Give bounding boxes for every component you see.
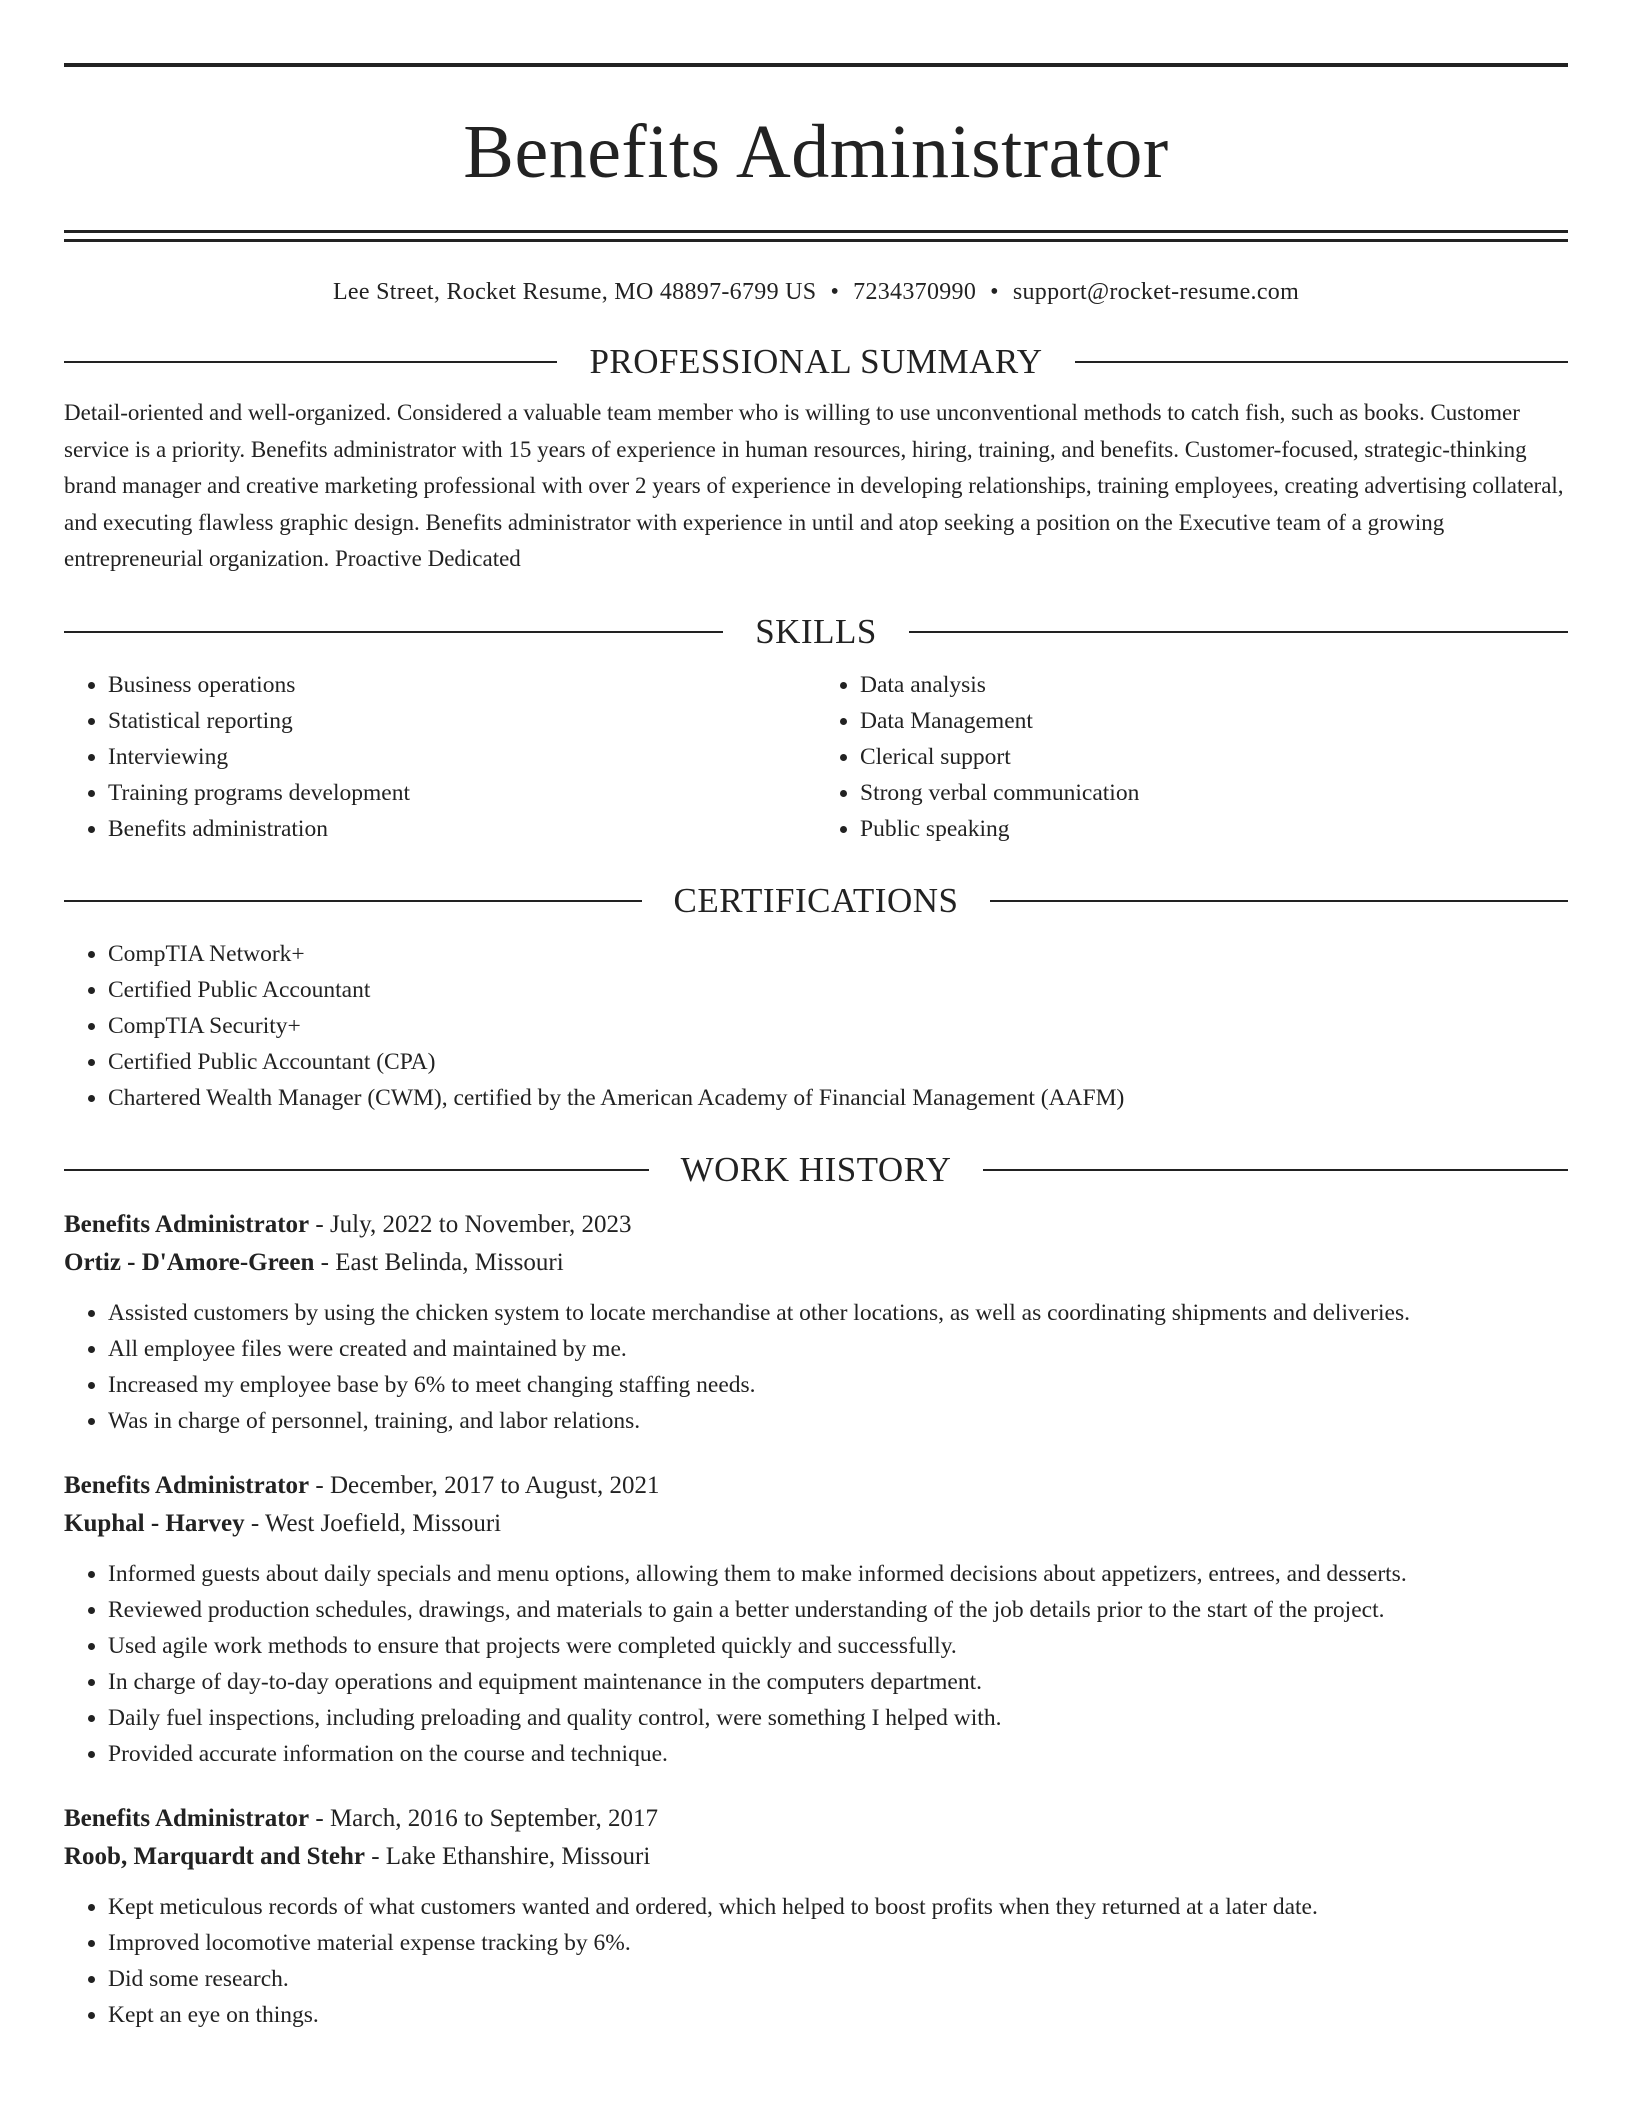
job-bullets [64,1889,1568,2033]
certification-item: • CompTIA Network+ [108,936,1568,972]
certification-item: • Chartered Wealth Manager (CWM), certified by the American Academy of Financial Management (AAFM) [108,1080,1568,1116]
section-heading-summary [64,338,1568,386]
heading-rule-right [909,631,1568,633]
job-location: - West Joefield, Missouri [244,1509,502,1537]
job-bullet: • Kept an eye on things. [108,1997,1568,2033]
skill-item: • Benefits administration [108,811,816,847]
job-dates: - December, 2017 to August, 2021 [309,1471,660,1499]
job-company-line [64,1244,1568,1282]
section-heading-work-history [64,1146,1568,1194]
section-title: SKILLS [755,611,877,651]
job-dates: - July, 2022 to November, 2023 [309,1210,632,1238]
job-bullet: • Kept meticulous records of what customers wanted and ordered, which helped to boost profits when they returned at a later date. [108,1889,1568,1925]
certification-item: • CompTIA Security+ [108,1008,1568,1044]
job-bullet: • Increased my employee base by 6% to meet changing staffing needs. [108,1367,1568,1403]
job-bullet: • Assisted customers by using the chicken system to locate merchandise at other locations, as well as coordinating shipments and deliveries. [108,1295,1568,1331]
contact-email[interactable]: support@rocket-resume.com [1012,279,1300,305]
job-entry [64,1206,1568,1439]
summary-text: Detail-oriented and well-organized. Considered a valuable team member who is willing to use unconventional methods to catch fish, such as books. Customer service is a priority. Benefits administrator with 15 years of experience in human resources, hiring, training, and benefits. Customer-focused, strategic-thinking brand manager and creative marketing professional with over 2 years of experience in developing relationships, training employees, creating advertising collateral, and executing flawless graphic design. Benefits administrator with experience in until and atop seeking a position on the Executive team of a growing entrepreneurial organization. Proactive Dedicated [64,400,1564,571]
job-title: Benefits Administrator [64,1804,310,1832]
section-title: PROFESSIONAL SUMMARY [589,342,1043,381]
skill-item: • Data analysis [860,667,1568,703]
job-company: Roob, Marquardt and Stehr [64,1842,365,1870]
heading-rule-right [1075,361,1568,363]
skill-item: • Interviewing [108,739,816,775]
job-entry [64,1800,1568,2033]
job-title: Benefits Administrator [64,1471,310,1499]
contact-phone: 7234370990 [853,279,977,305]
heading-rule-left [64,361,557,363]
job-bullets [64,1295,1568,1439]
skill-item: • Data Management [860,703,1568,739]
heading-rule-right [983,1169,1568,1171]
job-bullet: • Provided accurate information on the course and technique. [108,1736,1568,1772]
skills-list-left [64,667,816,847]
certifications-list [64,936,1568,1116]
contact-separator: • [990,279,999,305]
job-dates: - March, 2016 to September, 2017 [309,1804,659,1832]
resume-title: Benefits Administrator [463,110,1169,194]
contact-separator: • [830,279,840,305]
section-heading-skills [64,608,1568,656]
heading-rule-left [64,900,642,902]
job-location: - Lake Ethanshire, Missouri [364,1842,651,1870]
skill-item: • Training programs development [108,775,816,811]
job-company-line [64,1505,1568,1543]
job-bullet: • Did some research. [108,1961,1568,1997]
top-rule [64,63,1568,67]
certification-item: • Certified Public Accountant (CPA) [108,1044,1568,1080]
skill-item: • Statistical reporting [108,703,816,739]
job-company: Ortiz - D'Amore-Green [64,1248,315,1276]
section-title: CERTIFICATIONS [673,880,959,920]
heading-rule-left [64,1169,649,1171]
job-bullet: • In charge of day-to-day operations and equipment maintenance in the computers department. [108,1664,1568,1700]
heading-rule-left [64,631,723,633]
section-heading-certifications [64,877,1568,925]
skill-item: • Strong verbal communication [860,775,1568,811]
job-location: - East Belinda, Missouri [314,1248,564,1276]
job-title: Benefits Administrator [64,1210,310,1238]
job-bullet: • Daily fuel inspections, including preloading and quality control, were something I helped with. [108,1700,1568,1736]
job-bullets [64,1556,1568,1772]
job-entry [64,1467,1568,1772]
job-title-line [64,1800,1568,1838]
job-company-line [64,1838,1568,1876]
job-bullet: • All employee files were created and maintained by me. [108,1331,1568,1367]
certification-item: • Certified Public Accountant [108,972,1568,1008]
contact-address: Lee Street, Rocket Resume, MO 48897-6799 US [332,279,817,305]
contact-line [64,276,1568,308]
job-title-line [64,1206,1568,1244]
skill-item: • Clerical support [860,739,1568,775]
skill-item: • Public speaking [860,811,1568,847]
skills-grid [64,667,1568,847]
job-company: Kuphal - Harvey [64,1509,245,1537]
job-bullet: • Used agile work methods to ensure that projects were completed quickly and successfully. [108,1628,1568,1664]
job-bullet: • Reviewed production schedules, drawings, and materials to gain a better understanding of the job details prior to the start of the project. [108,1592,1568,1628]
skills-list-right [816,667,1568,847]
job-title-line [64,1467,1568,1505]
heading-rule-right [990,900,1568,902]
job-bullet: • Improved locomotive material expense tracking by 6%. [108,1925,1568,1961]
job-bullet: • Informed guests about daily specials and menu options, allowing them to make informed decisions about appetizers, entrees, and desserts. [108,1556,1568,1592]
double-rule [64,230,1568,242]
section-title: WORK HISTORY [680,1149,952,1189]
skill-item: • Business operations [108,667,816,703]
job-bullet: • Was in charge of personnel, training, and labor relations. [108,1403,1568,1439]
